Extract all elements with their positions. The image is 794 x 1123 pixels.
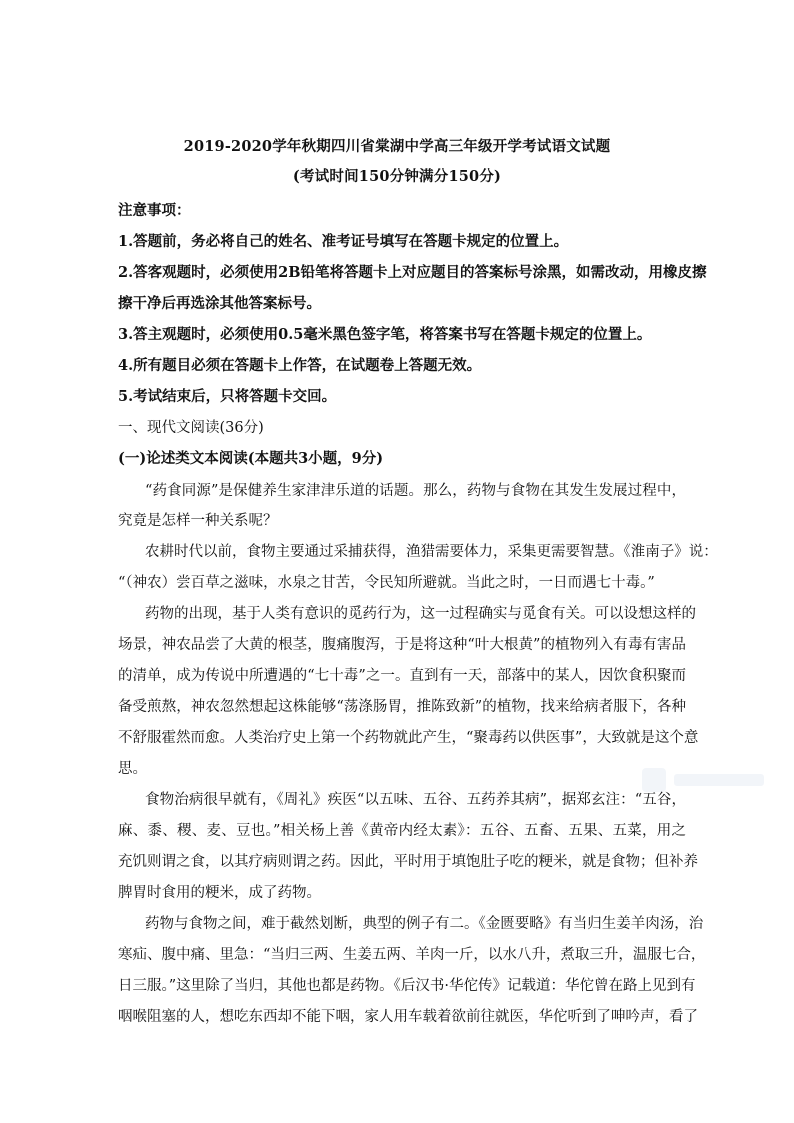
notice-item-4: 4.所有题目必须在答题卡上作答，在试题卷上答题无效。	[118, 357, 482, 374]
text-line: 究竟是怎样一种关系呢？	[118, 513, 278, 529]
text-line: “药食同源”是保健养生家津津乐道的话题。那么，药物与食物在其发生发展过程中，	[145, 483, 686, 499]
text-line: 不舒服霍然而愈。人类治疗史上第一个药物就此产生，“聚毒药以供医事”，大致就是这个意	[118, 730, 699, 746]
notice-item-3: 3.答主观题时，必须使用0.5毫米黑色签字笔，将答案书写在答题卡规定的位置上。	[118, 326, 652, 343]
text-line: 备受煎熬，神农忽然想起这株能够“荡涤肠胃，推陈致新”的植物，找来给病者服下，各种	[118, 699, 686, 715]
text-line: 寒疝、腹中痛、里急：“当归三两、生姜五两、羊肉一斤，以水八升，煮取三升，温服七合，	[118, 947, 706, 963]
notice-item-2: 2.答客观题时，必须使用2B铅笔将答题卡上对应题目的答案标号涂黑，如需改动，用橡皮擦	[118, 264, 707, 281]
watermark-logo	[640, 760, 770, 800]
exam-subtitle: (考试时间150分钟满分150分)	[292, 168, 502, 185]
notice-item-5: 5.考试结束后，只将答题卡交回。	[118, 388, 337, 405]
text-line: 药物与食物之间，难于截然划断，典型的例子有二。《金匮要略》有当归生姜羊肉汤，治	[145, 916, 704, 932]
text-line: 药物的出现，基于人类有意识的觅药行为，这一过程确实与觅食有关。可以设想这样的	[145, 606, 696, 622]
text-line: 食物治病很早就有，《周礼》疾医“以五味、五谷、五药养其病”，据郑玄注：“五谷，	[145, 792, 686, 808]
text-line: 充饥则谓之食，以其疗病则谓之药。因此，平时用于填饱肚子吃的粳米，就是食物；但补养	[118, 854, 698, 870]
notice-item-2-cont: 擦干净后再选涂其他答案标号。	[118, 295, 321, 312]
subsection-heading: (一)论述类文本阅读(本题共3小题，9分)	[118, 450, 384, 467]
exam-title: 2019-2020学年秋期四川省棠湖中学高三年级开学考试语文试题	[183, 138, 611, 155]
text-line: 农耕时代以前，食物主要通过采捕获得，渔猎需要体力，采集更需要智慧。《淮南子》说：	[145, 544, 718, 560]
text-line: 场景，神农品尝了大黄的根茎，腹痛腹泻，于是将这种“叶大根黄”的植物列入有毒有害品	[118, 637, 686, 653]
text-line: 麻、黍、稷、麦、豆也。”相关杨上善《黄帝内经太素》：五谷、五畜、五果、五菜，用之	[118, 823, 686, 839]
text-line: “（神农）尝百草之滋味，水泉之甘苦，令民知所避就。当此之时，一日而遇七十毒。”	[118, 575, 655, 591]
notice-heading: 注意事项：	[118, 202, 191, 219]
text-line: 脾胃时食用的粳米，成了药物。	[118, 885, 321, 901]
text-line: 日三服。”这里除了当归，其他也都是药物。《后汉书·华佗传》记载道：华佗曾在路上见到有	[118, 978, 696, 994]
text-line: 咽喉阻塞的人，想吃东西却不能下咽，家人用车载着欲前往就医，华佗听到了呻吟声，看了	[118, 1009, 698, 1025]
text-line: 思。	[118, 761, 147, 777]
section-heading: 一、现代文阅读(36分)	[118, 420, 264, 436]
notice-item-1: 1.答题前，务必将自己的姓名、准考证号填写在答题卡规定的位置上。	[118, 233, 569, 250]
text-line: 的清单，成为传说中所遭遇的“七十毒”之一。直到有一天，部落中的某人，因饮食积聚而	[118, 668, 686, 684]
